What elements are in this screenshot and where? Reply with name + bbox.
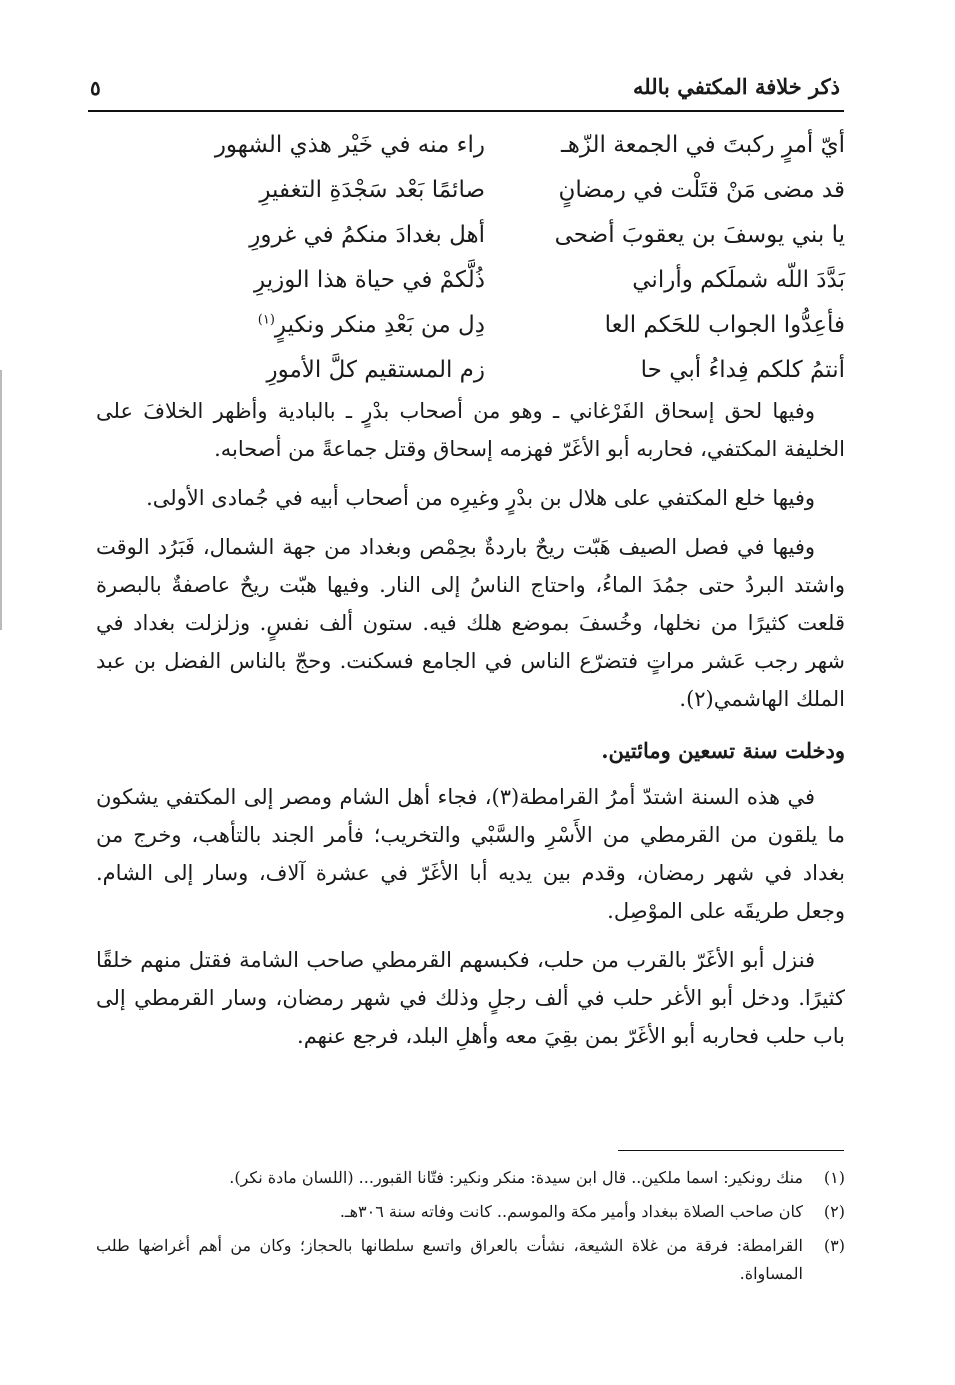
paragraph: في هذه السنة اشتدّ أمرُ القرامطة(٣)، فجاء أهل الشام ومصر إلى المكتفي يشكون ما يلقون من القرمطي من الأَسْرِ والسَّبْي والتخريب؛ فأمر الجند بالتأهب، وخرج من بغداد في شهر رمضان، وقدم بين يديه أبا الأغَرّ في عشرة آلاف، وسار إلى الشام. وجعل طريقَه على الموْصِل. — [96, 785, 845, 923]
poem-first-hemistich: بَدَّدَ اللّه شملَكم وأراني — [632, 267, 845, 293]
paragraph: وفيها خلع المكتفي على هلال بن بدْرٍ وغيرِه من أصحاب أبيه في جُمادى الأولى. — [146, 486, 815, 510]
footnote-marker: (١) — [257, 312, 275, 328]
footnote-number: (٣) — [823, 1236, 845, 1255]
paragraph: وفيها في فصل الصيف هَبّت ريحٌ باردةٌ بحِمْص وبغداد من جهة الشمال، فَبَرُد الوقت واشتد البردُ حتى جمُدَ الماءُ، واحتاج الناسُ إلى النار. وفيها هبّت ريحٌ عاصفةٌ بالبصرة قلعت كثيرًا من نخلها، وخُسفَ بموضع هلك فيه. ستون ألف نفسٍ. وزلزلت بغداد في شهر رجب عَشر مراتٍ فتضرّع الناس في الجامع فسكنت. وحجّ بالناس الفضل بن عبد الملك الهاشمي(٢). — [96, 535, 845, 711]
footnote-number: (١) — [823, 1168, 845, 1187]
footnote-text: القرامطة: فرقة من غلاة الشيعة، نشأت بالعراق واتسع سلطانها بالحجاز؛ وكان من أهم أغراضها طلب المساواة. — [96, 1236, 803, 1283]
poem-first-hemistich: فأعِدُّوا الجواب للحَكم العا — [604, 312, 845, 338]
footnote-separator — [618, 1150, 844, 1151]
footnote — [96, 1164, 845, 1192]
footnote-text: منك رونكير: اسما ملكين.. قال ابن سيدة: منكر ونكير: فتّانا القبور... (اللسان مادة نكر). — [229, 1168, 803, 1187]
paragraph: فنزل أبو الأغَرّ بالقرب من حلب، فكبسهم القرمطي صاحب الشامة فقتل منهم خلقًا كثيرًا. ودخل أبو الأغر حلب في ألف رجلٍ وذلك في شهر رمضان، وسار القرمطي إلى باب حلب فحاربه أبو الأغَرّ بمن بقِيَ معه وأهلِ البلد، فرجع عنهم. — [96, 948, 845, 1048]
page-number: ٥ — [90, 76, 101, 100]
footnotes — [96, 1164, 845, 1294]
page-edge-line — [0, 370, 2, 630]
poem-second-hemistich: راء منه في خَيْر هذي الشهور — [214, 132, 485, 158]
poem-block — [145, 126, 845, 396]
poem-line — [145, 351, 845, 396]
page-header — [88, 70, 844, 112]
footnote-text: كان صاحب الصلاة ببغداد وأمير مكة والموسم.. كانت وفاته سنة ٣٠٦هـ. — [339, 1202, 803, 1221]
footnote — [96, 1198, 845, 1226]
body-text — [96, 392, 845, 1066]
paragraph: وفيها لحق إسحاق الفَرْغاني ـ وهو من أصحاب بدْرٍ ـ بالبادية وأظهر الخلافَ على الخليفة المكتفي، فحاربه أبو الأغَرّ فهزمه إسحاق وقتل جماعةً من أصحابه. — [96, 399, 845, 461]
poem-first-hemistich: يا بني يوسفَ بن يعقوبَ أضحى — [554, 222, 845, 248]
poem-line — [145, 306, 845, 351]
poem-line — [145, 171, 845, 216]
poem-line — [145, 216, 845, 261]
poem-hemistich-text: دِل من بَعْدِ منكر ونكيرٍ — [274, 312, 485, 338]
poem-line — [145, 261, 845, 306]
poem-first-hemistich: أنتمُ كلكم فِداءُ أبي حا — [640, 357, 845, 383]
poem-first-hemistich: أيّ أمرٍ ركبتَ في الجمعة الزّهـ — [560, 132, 845, 158]
footnote-number: (٢) — [823, 1202, 845, 1221]
poem-second-hemistich — [145, 312, 485, 338]
poem-first-hemistich: قد مضى مَنْ قتَلْت في رمضانٍ — [558, 177, 845, 203]
poem-line — [145, 126, 845, 171]
poem-second-hemistich: ذُلَّكمْ في حياة هذا الوزيرِ — [254, 267, 485, 293]
poem-second-hemistich: زم المستقيم كلَّ الأمورِ — [266, 357, 485, 383]
running-title: ذكر خلافة المكتفي بالله — [633, 74, 840, 99]
section-heading: ودخلت سنة تسعين ومائتين. — [601, 738, 845, 763]
poem-second-hemistich: صائمًا بَعْد سَجْدَةِ التغفيرِ — [259, 177, 485, 203]
footnote — [96, 1232, 845, 1288]
poem-second-hemistich: أهل بغدادَ منكمُ في غرورِ — [249, 222, 485, 248]
